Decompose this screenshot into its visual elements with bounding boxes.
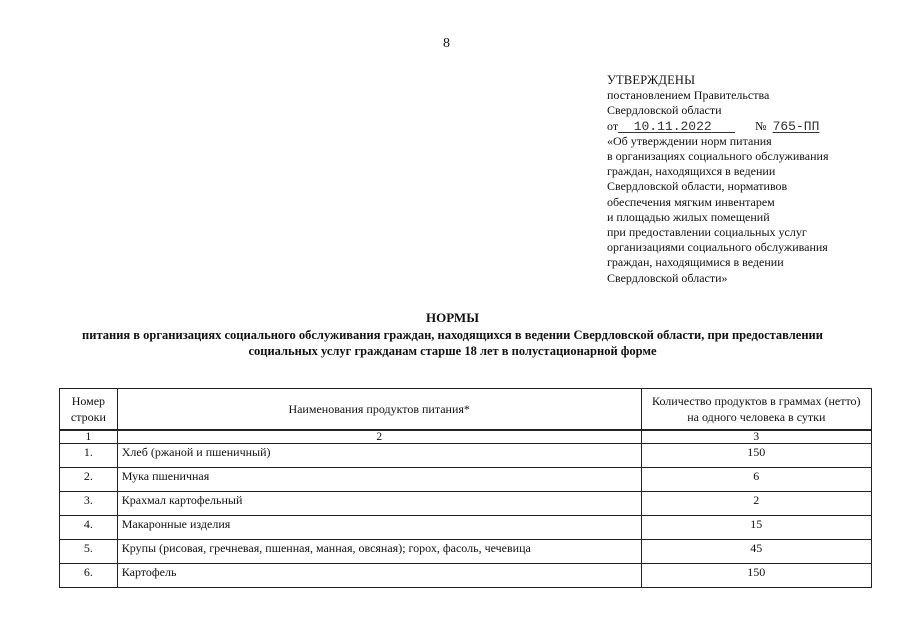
- approval-title-line: обеспечения мягким инвентарем: [607, 194, 775, 209]
- product-quantity: 6: [641, 468, 871, 492]
- product-quantity: 150: [641, 444, 871, 468]
- title-line: питания в организациях социального обслуживания граждан, находящихся в ведении Свердловской области, при предоставлении: [82, 327, 823, 342]
- column-number: 1: [60, 430, 118, 444]
- column-number: 2: [117, 430, 641, 444]
- approval-number: 765-ПП: [772, 118, 820, 134]
- product-quantity: 150: [641, 564, 871, 588]
- row-number: 6.: [60, 564, 118, 588]
- date-prefix: от: [607, 118, 619, 133]
- number-prefix: №: [755, 118, 767, 133]
- approval-title-line: при предоставлении социальных услуг: [607, 225, 807, 240]
- product-quantity: 15: [641, 516, 871, 540]
- approval-line: Свердловской области: [607, 103, 722, 118]
- table-row: [60, 444, 872, 468]
- approval-title-line: Свердловской области, нормативов: [607, 179, 788, 194]
- product-quantity: 45: [641, 540, 871, 564]
- page-number: 8: [443, 36, 450, 51]
- row-number: 1.: [60, 444, 118, 468]
- approval-date: 10.11.2022: [633, 118, 712, 134]
- product-name: Картофель: [117, 564, 641, 588]
- approval-title-line: в организациях социального обслуживания: [607, 149, 829, 164]
- product-name: Хлеб (ржаной и пшеничный): [117, 444, 641, 468]
- approval-title-line: и площадью жилых помещений: [607, 209, 770, 224]
- table-row: [60, 540, 872, 564]
- column-number-row: [60, 430, 872, 444]
- approval-title-line: организациями социального обслуживания: [607, 240, 828, 255]
- approval-title-line: граждан, находящимися в ведении: [607, 255, 784, 270]
- table-row: [60, 564, 872, 588]
- title-main: НОРМЫ: [426, 310, 479, 325]
- row-number: 2.: [60, 468, 118, 492]
- table-header-row: [60, 389, 872, 431]
- approval-block: [607, 73, 887, 286]
- product-name: Крупы (рисовая, гречневая, пшенная, манная, овсяная); горох, фасоль, чечевица: [117, 540, 641, 564]
- header-row-number: Номер строки: [60, 389, 118, 431]
- approval-heading: УТВЕРЖДЕНЫ: [607, 73, 696, 87]
- approval-title-line: граждан, находящихся в ведении: [607, 164, 776, 179]
- row-number: 3.: [60, 492, 118, 516]
- approval-title-line: «Об утверждении норм питания: [607, 133, 772, 148]
- product-name: Крахмал картофельный: [117, 492, 641, 516]
- row-number: 4.: [60, 516, 118, 540]
- table-row: [60, 516, 872, 540]
- product-name: Макаронные изделия: [117, 516, 641, 540]
- header-quantity: Количество продуктов в граммах (нетто) на одного человека в сутки: [641, 389, 871, 431]
- table-row: [60, 492, 872, 516]
- document-title: [0, 310, 905, 360]
- header-product-name: Наименования продуктов питания*: [117, 389, 641, 431]
- approval-line: постановлением Правительства: [607, 88, 770, 103]
- approval-date-line: [607, 119, 887, 134]
- row-number: 5.: [60, 540, 118, 564]
- title-line: социальных услуг гражданам старше 18 лет в полустационарной форме: [248, 344, 657, 358]
- approval-title-line: Свердловской области»: [607, 270, 728, 285]
- norms-table: [59, 388, 872, 588]
- product-name: Мука пшеничная: [117, 468, 641, 492]
- table-row: [60, 468, 872, 492]
- column-number: 3: [641, 430, 871, 444]
- product-quantity: 2: [641, 492, 871, 516]
